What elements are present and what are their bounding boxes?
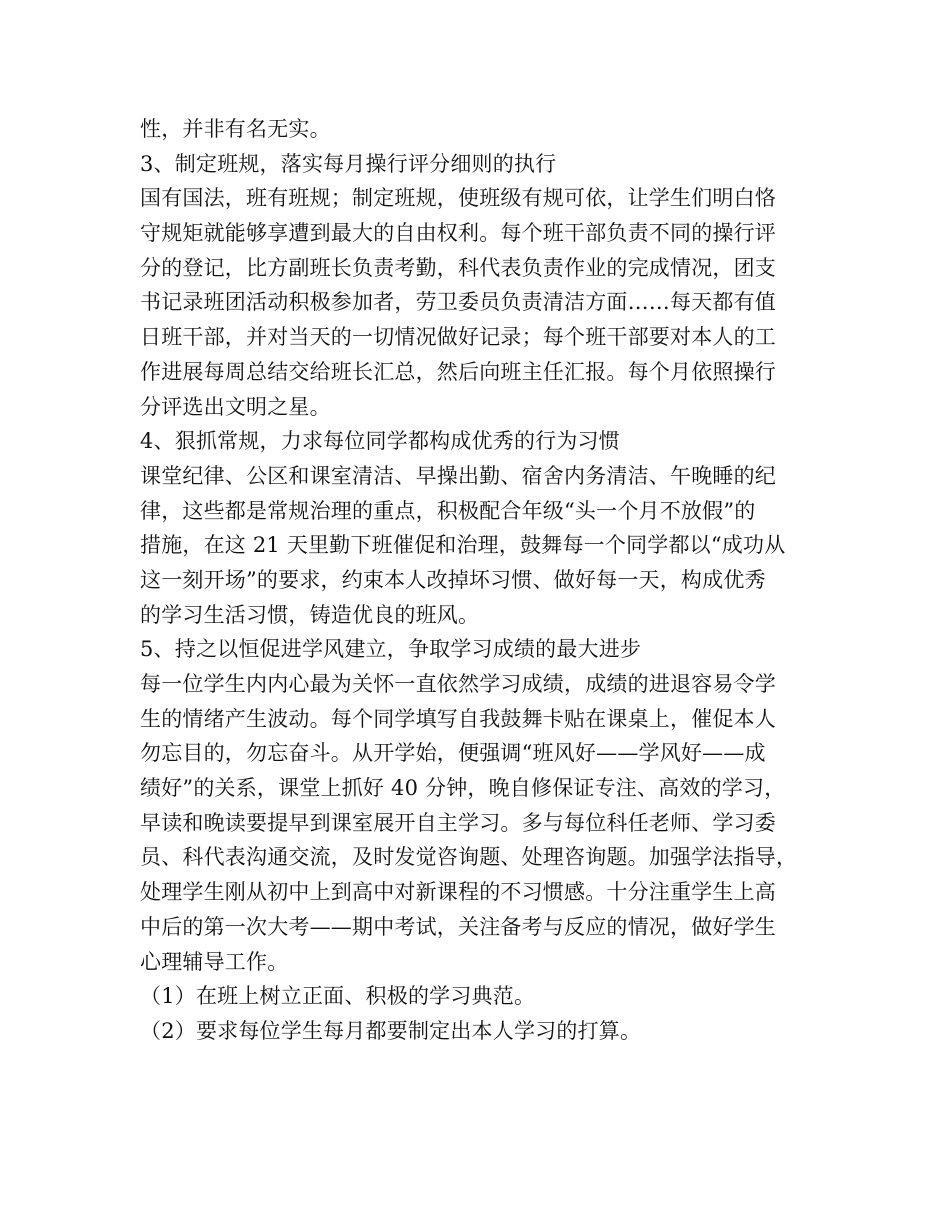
section-heading-5: 5、持之以恒促进学风建立，争取学习成绩的最大进步	[140, 637, 642, 662]
section-heading-3: 3、制定班规，落实每月操行评分细则的执行	[140, 151, 557, 176]
text-line: 国有国法，班有班规；制定班规，使班级有规可依，让学生们明白恪	[140, 186, 776, 211]
text-line: 早读和晚读要提早到课室展开自主学习。多与每位科任老师、学习委	[140, 810, 776, 835]
text-line: 生的情绪产生波动。每个同学填写自我鼓舞卡贴在课桌上，催促本人	[140, 706, 776, 731]
section-heading-4: 4、狠抓常规，力求每位同学都构成优秀的行为习惯	[140, 429, 620, 454]
list-item-1: （1）在班上树立正面、积极的学习典范。	[140, 984, 536, 1009]
text-line: 性，并非有名无实。	[140, 117, 331, 141]
document-body	[140, 112, 830, 1049]
text-line: 员、科代表沟通交流，及时发觉咨询题、处理咨询题。加强学法指导，	[140, 845, 798, 870]
text-line: 作进展每周总结交给班长汇总，然后向班主任汇报。每个月依照操行	[140, 359, 776, 384]
list-item-2: （2）要求每位学生每月都要制定出本人学习的打算。	[140, 1018, 642, 1043]
text-line: 书记录班团活动积极参加者，劳卫委员负责清洁方面……每天都有值	[140, 290, 776, 315]
text-line: 日班干部，并对当天的一切情况做好记录；每个班干部要对本人的工	[140, 325, 776, 350]
text-line: 绩好”的关系，课堂上抓好 40 分钟，晚自修保证专注、高效的学习，	[140, 776, 786, 801]
text-line: 勿忘目的，勿忘奋斗。从开学始，便强调“班风好——学风好——成	[140, 741, 766, 766]
text-line: 分评选出文明之星。	[140, 394, 331, 419]
text-line: 处理学生刚从初中上到高中对新课程的不习惯感。十分注重学生上高	[140, 880, 776, 905]
text-line: 律，这些都是常规治理的重点，积极配合年级“头一个月不放假”的	[140, 498, 756, 523]
text-line: 的学习生活习惯，铸造优良的班风。	[140, 602, 480, 627]
text-line: 中后的第一次大考——期中考试，关注备考与反应的情况，做好学生	[140, 914, 776, 939]
text-line: 心理辅导工作。	[140, 949, 289, 974]
text-line: 每一位学生内内心最为关怀一直依然学习成绩，成绩的进退容易令学	[140, 672, 776, 696]
text-line: 分的登记，比方副班长负责考勤，科代表负责作业的完成情况，团支	[140, 255, 776, 280]
text-line: 措施，在这 21 天里勤下班催促和治理，鼓舞每一个同学都以“成功从	[140, 533, 786, 558]
text-line: 课堂纪律、公区和课室清洁、早操出勤、宿舍内务清洁、午晚睡的纪	[140, 463, 776, 488]
text-line: 这一刻开场”的要求，约束本人改掉坏习惯、做好每一天，构成优秀	[140, 567, 766, 592]
text-line: 守规矩就能够享遭到最大的自由权利。每个班干部负责不同的操行评	[140, 221, 776, 246]
